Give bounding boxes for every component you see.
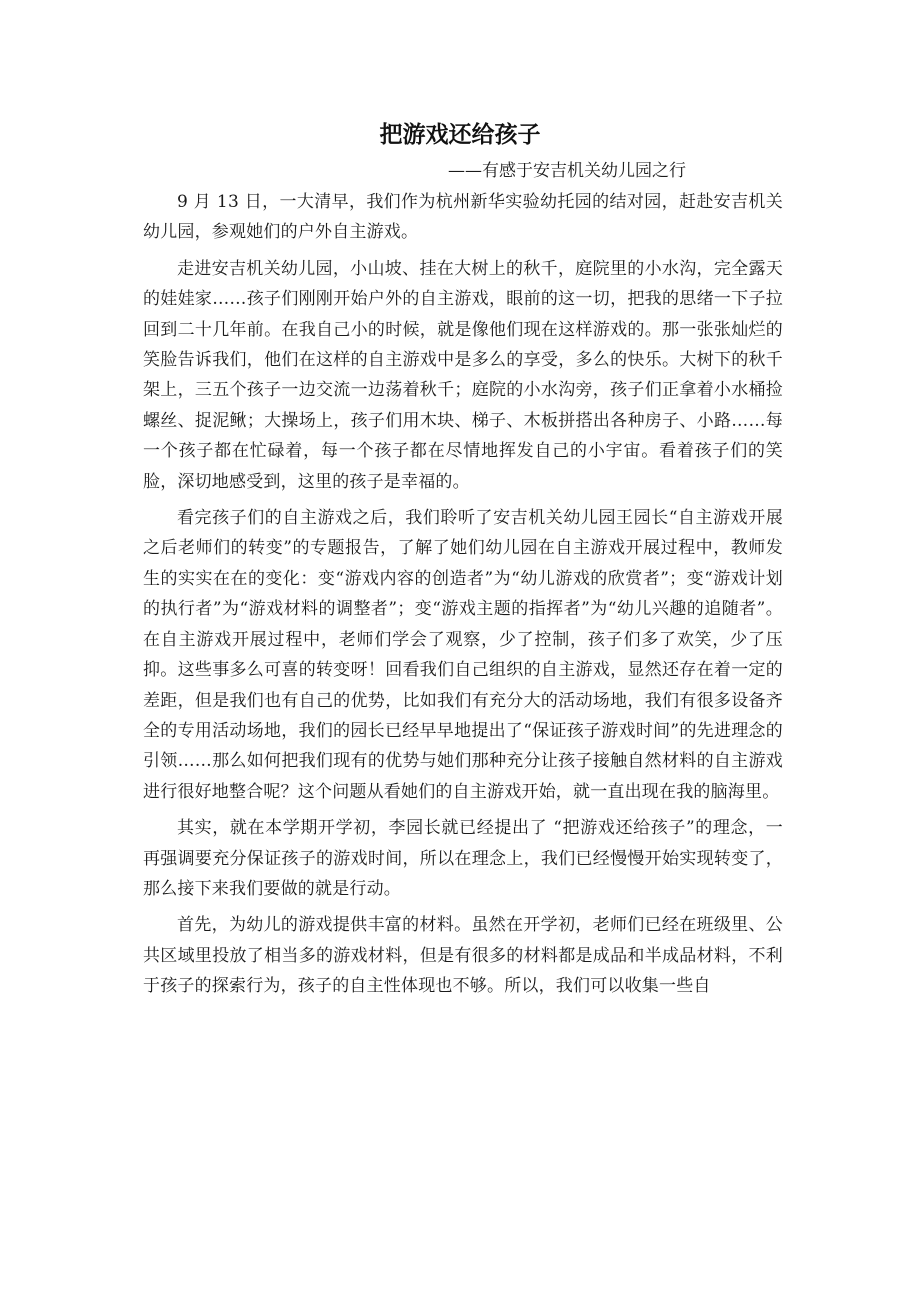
- paragraph-2: 走进安吉机关幼儿园，小山坡、挂在大树上的秋千，庭院里的小水沟，完全露天的娃娃家……孩子们刚刚开始户外的自主游戏，眼前的这一切，把我的思绪一下子拉回到二十几年前。在我自己小的时候，就是像他们现在这样游戏的。那一张张灿烂的笑脸告诉我们，他们在这样的自主游戏中是多么的享受，多么的快乐。大树下的秋千架上，三五个孩子一边交流一边荡着秋千；庭院的小水沟旁，孩子们正拿着小水桶捡螺丝、捉泥鳅；大操场上，孩子们用木块、梯子、木板拼搭出各种房子、小路……每一个孩子都在忙碌着，每一个孩子都在尽情地挥发自己的小宇宙。看着孩子们的笑脸，深切地感受到，这里的孩子是幸福的。: [143, 258, 783, 492]
- document-subtitle: ——有感于安吉机关幼儿园之行: [448, 161, 686, 181]
- paragraph-1: 9 月 13 日，一大清早，我们作为杭州新华实验幼托园的结对园，赶赴安吉机关幼儿园，参观她们的户外自主游戏。: [143, 192, 783, 243]
- paragraph-3: 看完孩子们的自主游戏之后，我们聆听了安吉机关幼儿园王园长“自主游戏开展之后老师们的转变”的专题报告，了解了她们幼儿园在自主游戏开展过程中，教师发生的实实在在的变化：变“游戏内容的创造者”为“幼儿游戏的欣赏者”；变“游戏计划的执行者”为“游戏材料的调整者”；变“游戏主题的指挥者”为“幼儿兴趣的追随者”。在自主游戏开展过程中，老师们学会了观察，少了控制，孩子们多了欢笑，少了压抑。这些事多么可喜的转变呀！回看我们自己组织的自主游戏，显然还存在着一定的差距，但是我们也有自己的优势，比如我们有充分大的活动场地，我们有很多设备齐全的专用活动场地，我们的园长已经早早地提出了“保证孩子游戏时间”的先进理念的引领……那么如何把我们现有的优势与她们那种充分让孩子接触自然材料的自主游戏进行很好地整合呢？这个问题从看她们的自主游戏开始，就一直出现在我的脑海里。: [143, 508, 783, 802]
- document-title: 把游戏还给孩子: [379, 122, 541, 148]
- paragraph-5: 首先，为幼儿的游戏提供丰富的材料。虽然在开学初，老师们已经在班级里、公共区域里投放了相当多的游戏材料，但是有很多的材料都是成品和半成品材料，不利于孩子的探索行为，孩子的自主性体现也不够。所以，我们可以收集一些自: [143, 915, 783, 997]
- document-body: [143, 187, 783, 1008]
- paragraph-4: 其实，就在本学期开学初，李园长就已经提出了 “把游戏还给孩子”的理念，一再强调要充分保证孩子的游戏时间，所以在理念上，我们已经慢慢开始实现转变了，那么接下来我们要做的就是行动。: [143, 818, 783, 899]
